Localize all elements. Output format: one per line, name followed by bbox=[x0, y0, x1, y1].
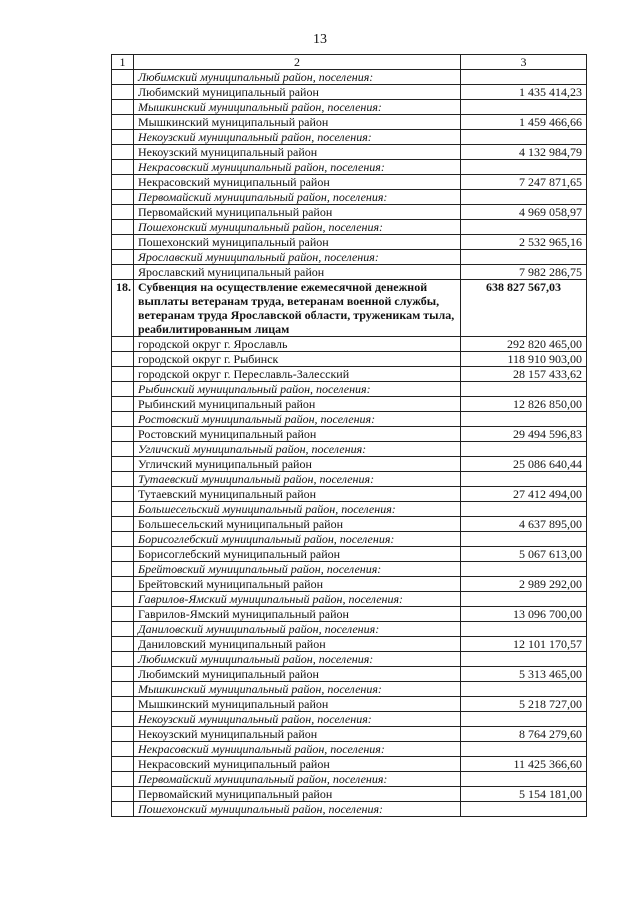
table-row bbox=[112, 757, 587, 772]
row-label: Первомайский муниципальный район, поселения: bbox=[134, 190, 461, 205]
table-row-group-heading bbox=[112, 412, 587, 427]
row-label: городской округ г. Рыбинск bbox=[134, 352, 461, 367]
table-row-group-heading bbox=[112, 622, 587, 637]
row-label: Пошехонский муниципальный район, поселения: bbox=[134, 802, 461, 817]
table-row bbox=[112, 337, 587, 352]
row-amount bbox=[461, 682, 587, 697]
row-amount: 5 154 181,00 bbox=[461, 787, 587, 802]
row-number bbox=[112, 397, 134, 412]
row-amount: 8 764 279,60 bbox=[461, 727, 587, 742]
table-row-group-heading bbox=[112, 190, 587, 205]
row-label: городской округ г. Ярославль bbox=[134, 337, 461, 352]
row-amount: 7 982 286,75 bbox=[461, 265, 587, 280]
row-number bbox=[112, 562, 134, 577]
row-amount: 25 086 640,44 bbox=[461, 457, 587, 472]
table-row bbox=[112, 205, 587, 220]
table-body bbox=[112, 70, 587, 817]
row-number bbox=[112, 145, 134, 160]
row-number bbox=[112, 115, 134, 130]
row-amount: 1 435 414,23 bbox=[461, 85, 587, 100]
row-number bbox=[112, 682, 134, 697]
row-label: Некрасовский муниципальный район, поселения: bbox=[134, 742, 461, 757]
row-label: Ростовский муниципальный район, поселения: bbox=[134, 412, 461, 427]
row-label: Некрасовский муниципальный район bbox=[134, 757, 461, 772]
row-label: Некрасовский муниципальный район bbox=[134, 175, 461, 190]
row-amount: 2 532 965,16 bbox=[461, 235, 587, 250]
row-number bbox=[112, 487, 134, 502]
row-amount bbox=[461, 652, 587, 667]
table-row bbox=[112, 517, 587, 532]
table-row-group-heading bbox=[112, 712, 587, 727]
row-amount bbox=[461, 250, 587, 265]
table-row-group-heading bbox=[112, 772, 587, 787]
table-row-group-heading bbox=[112, 592, 587, 607]
row-amount bbox=[461, 190, 587, 205]
row-amount bbox=[461, 160, 587, 175]
row-label: Первомайский муниципальный район, поселения: bbox=[134, 772, 461, 787]
row-label: Первомайский муниципальный район bbox=[134, 787, 461, 802]
row-label: городской округ г. Переславль-Залесский bbox=[134, 367, 461, 382]
row-number bbox=[112, 175, 134, 190]
column-header-2: 2 bbox=[134, 55, 461, 70]
row-amount bbox=[461, 502, 587, 517]
table-row-group-heading bbox=[112, 100, 587, 115]
row-number bbox=[112, 337, 134, 352]
row-label: Угличский муниципальный район, поселения: bbox=[134, 442, 461, 457]
table-row bbox=[112, 367, 587, 382]
row-label: Пошехонский муниципальный район bbox=[134, 235, 461, 250]
table-row-group-heading bbox=[112, 70, 587, 85]
row-label: Любимский муниципальный район, поселения: bbox=[134, 70, 461, 85]
row-label: Пошехонский муниципальный район, поселения: bbox=[134, 220, 461, 235]
page-number: 13 bbox=[313, 32, 327, 47]
row-amount bbox=[461, 382, 587, 397]
row-number bbox=[112, 802, 134, 817]
table-row bbox=[112, 427, 587, 442]
row-label: Ярославский муниципальный район bbox=[134, 265, 461, 280]
table-row bbox=[112, 697, 587, 712]
row-amount bbox=[461, 130, 587, 145]
row-label: Мышкинский муниципальный район bbox=[134, 115, 461, 130]
row-number bbox=[112, 412, 134, 427]
table-row bbox=[112, 85, 587, 100]
row-amount bbox=[461, 442, 587, 457]
table-row-group-heading bbox=[112, 802, 587, 817]
row-amount bbox=[461, 532, 587, 547]
row-label: Любимский муниципальный район bbox=[134, 667, 461, 682]
table-row bbox=[112, 115, 587, 130]
row-label: Брейтовский муниципальный район bbox=[134, 577, 461, 592]
row-amount: 4 132 984,79 bbox=[461, 145, 587, 160]
row-label: Любимский муниципальный район bbox=[134, 85, 461, 100]
row-number bbox=[112, 607, 134, 622]
table-row bbox=[112, 667, 587, 682]
row-label: Борисоглебский муниципальный район, поселения: bbox=[134, 532, 461, 547]
table-row-group-heading bbox=[112, 742, 587, 757]
row-amount bbox=[461, 100, 587, 115]
row-number bbox=[112, 787, 134, 802]
table-row bbox=[112, 397, 587, 412]
row-label: Тутаевский муниципальный район bbox=[134, 487, 461, 502]
row-amount: 638 827 567,03 bbox=[461, 280, 587, 337]
row-label: Любимский муниципальный район, поселения: bbox=[134, 652, 461, 667]
row-amount: 27 412 494,00 bbox=[461, 487, 587, 502]
row-label: Мышкинский муниципальный район, поселения: bbox=[134, 682, 461, 697]
row-label: Субвенция на осуществление ежемесячной денежной выплаты ветеранам труда, ветеранам военной службы, ветеранам труда Ярославской области, труженикам тыла, реабилитированным лицам bbox=[134, 280, 461, 337]
table-row-section bbox=[112, 280, 587, 337]
row-number bbox=[112, 367, 134, 382]
column-header-1: 1 bbox=[112, 55, 134, 70]
row-amount: 28 157 433,62 bbox=[461, 367, 587, 382]
row-amount bbox=[461, 472, 587, 487]
row-amount bbox=[461, 412, 587, 427]
table-row bbox=[112, 727, 587, 742]
row-amount bbox=[461, 712, 587, 727]
row-number bbox=[112, 160, 134, 175]
table-row bbox=[112, 235, 587, 250]
row-amount: 29 494 596,83 bbox=[461, 427, 587, 442]
row-number bbox=[112, 220, 134, 235]
table-row bbox=[112, 637, 587, 652]
row-number bbox=[112, 205, 134, 220]
row-label: Гаврилов-Ямский муниципальный район bbox=[134, 607, 461, 622]
table-row-group-heading bbox=[112, 562, 587, 577]
row-label: Первомайский муниципальный район bbox=[134, 205, 461, 220]
row-label: Ярославский муниципальный район, поселения: bbox=[134, 250, 461, 265]
table-row bbox=[112, 352, 587, 367]
row-number bbox=[112, 502, 134, 517]
table-row bbox=[112, 547, 587, 562]
table-row-group-heading bbox=[112, 160, 587, 175]
row-number bbox=[112, 577, 134, 592]
row-amount: 12 826 850,00 bbox=[461, 397, 587, 412]
row-label: Угличский муниципальный район bbox=[134, 457, 461, 472]
row-label: Большесельский муниципальный район, поселения: bbox=[134, 502, 461, 517]
table-row-group-heading bbox=[112, 472, 587, 487]
table-row bbox=[112, 457, 587, 472]
table-row bbox=[112, 175, 587, 190]
row-label: Гаврилов-Ямский муниципальный район, поселения: bbox=[134, 592, 461, 607]
row-amount: 292 820 465,00 bbox=[461, 337, 587, 352]
row-amount: 7 247 871,65 bbox=[461, 175, 587, 190]
row-number bbox=[112, 250, 134, 265]
row-number bbox=[112, 70, 134, 85]
row-label: Большесельский муниципальный район bbox=[134, 517, 461, 532]
row-amount: 118 910 903,00 bbox=[461, 352, 587, 367]
row-number bbox=[112, 547, 134, 562]
row-number bbox=[112, 442, 134, 457]
row-label: Даниловский муниципальный район, поселения: bbox=[134, 622, 461, 637]
table-row bbox=[112, 607, 587, 622]
column-header-3: 3 bbox=[461, 55, 587, 70]
row-amount: 1 459 466,66 bbox=[461, 115, 587, 130]
row-label: Тутаевский муниципальный район, поселения: bbox=[134, 472, 461, 487]
row-label: Некоузский муниципальный район bbox=[134, 727, 461, 742]
row-amount: 4 969 058,97 bbox=[461, 205, 587, 220]
row-amount: 2 989 292,00 bbox=[461, 577, 587, 592]
row-amount bbox=[461, 70, 587, 85]
table-row-group-heading bbox=[112, 130, 587, 145]
row-number bbox=[112, 652, 134, 667]
row-number bbox=[112, 472, 134, 487]
row-label: Некрасовский муниципальный район, поселения: bbox=[134, 160, 461, 175]
row-amount bbox=[461, 562, 587, 577]
row-number bbox=[112, 517, 134, 532]
row-number bbox=[112, 100, 134, 115]
table-row bbox=[112, 487, 587, 502]
table-row-group-heading bbox=[112, 532, 587, 547]
row-amount: 5 067 613,00 bbox=[461, 547, 587, 562]
table-row-group-heading bbox=[112, 250, 587, 265]
row-label: Рыбинский муниципальный район bbox=[134, 397, 461, 412]
row-number bbox=[112, 265, 134, 280]
row-number bbox=[112, 667, 134, 682]
row-number bbox=[112, 532, 134, 547]
row-number bbox=[112, 427, 134, 442]
allocation-table bbox=[111, 54, 587, 817]
row-label: Некоузский муниципальный район, поселения: bbox=[134, 130, 461, 145]
table-row-group-heading bbox=[112, 382, 587, 397]
table-row bbox=[112, 787, 587, 802]
row-label: Некоузский муниципальный район bbox=[134, 145, 461, 160]
row-amount bbox=[461, 622, 587, 637]
row-amount: 11 425 366,60 bbox=[461, 757, 587, 772]
table-row-group-heading bbox=[112, 682, 587, 697]
table-row-group-heading bbox=[112, 220, 587, 235]
row-amount bbox=[461, 772, 587, 787]
table-row-group-heading bbox=[112, 502, 587, 517]
row-number bbox=[112, 592, 134, 607]
row-label: Мышкинский муниципальный район bbox=[134, 697, 461, 712]
row-label: Рыбинский муниципальный район, поселения: bbox=[134, 382, 461, 397]
row-label: Борисоглебский муниципальный район bbox=[134, 547, 461, 562]
table-row-group-heading bbox=[112, 652, 587, 667]
row-number: 18. bbox=[112, 280, 134, 337]
row-number bbox=[112, 352, 134, 367]
row-number bbox=[112, 697, 134, 712]
row-label: Некоузский муниципальный район, поселения: bbox=[134, 712, 461, 727]
table-row bbox=[112, 577, 587, 592]
row-number bbox=[112, 772, 134, 787]
row-amount bbox=[461, 802, 587, 817]
row-amount bbox=[461, 742, 587, 757]
table-header-row bbox=[112, 55, 587, 70]
row-number bbox=[112, 622, 134, 637]
row-number bbox=[112, 190, 134, 205]
row-amount: 13 096 700,00 bbox=[461, 607, 587, 622]
row-number bbox=[112, 742, 134, 757]
row-number bbox=[112, 130, 134, 145]
row-amount: 4 637 895,00 bbox=[461, 517, 587, 532]
row-number bbox=[112, 235, 134, 250]
row-amount: 5 218 727,00 bbox=[461, 697, 587, 712]
row-number bbox=[112, 457, 134, 472]
table-row bbox=[112, 145, 587, 160]
row-label: Даниловский муниципальный район bbox=[134, 637, 461, 652]
row-number bbox=[112, 637, 134, 652]
row-amount: 5 313 465,00 bbox=[461, 667, 587, 682]
row-label: Брейтовский муниципальный район, поселения: bbox=[134, 562, 461, 577]
row-number bbox=[112, 85, 134, 100]
row-amount bbox=[461, 592, 587, 607]
row-label: Мышкинский муниципальный район, поселения: bbox=[134, 100, 461, 115]
table-row bbox=[112, 265, 587, 280]
table-row-group-heading bbox=[112, 442, 587, 457]
row-amount: 12 101 170,57 bbox=[461, 637, 587, 652]
row-amount bbox=[461, 220, 587, 235]
row-number bbox=[112, 712, 134, 727]
row-number bbox=[112, 757, 134, 772]
row-number bbox=[112, 382, 134, 397]
row-label: Ростовский муниципальный район bbox=[134, 427, 461, 442]
row-number bbox=[112, 727, 134, 742]
